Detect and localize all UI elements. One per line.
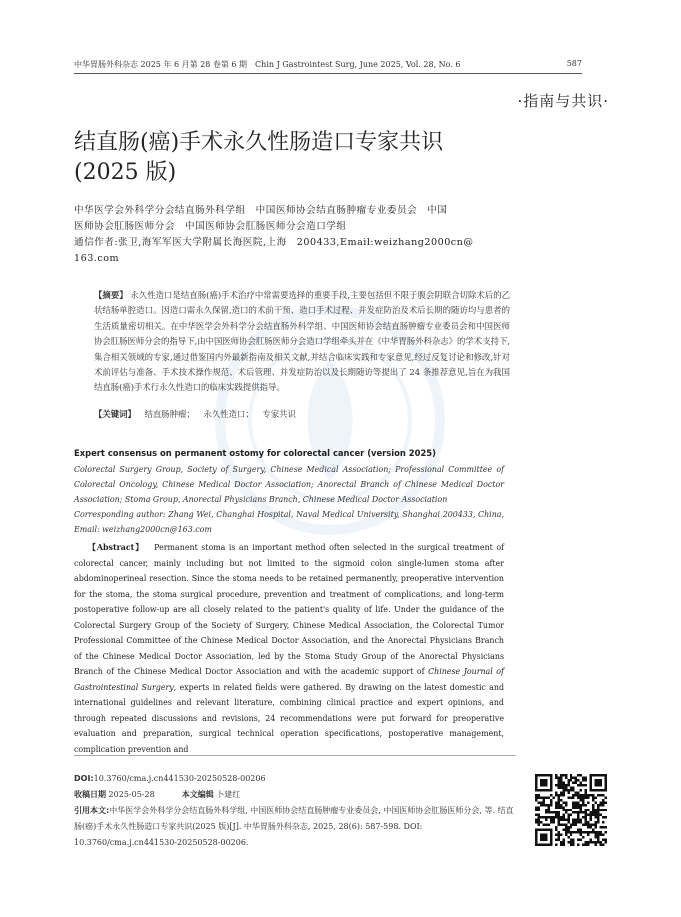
english-abstract-text-1: Permanent stoma is an important method often selected in the surgical treatment of colorectal cancer, mainly including but not limited to the sigmoid colon single-lumen stoma after abdominoperineal resection. Since the stoma needs to be retained permanently, preoperative intervention for the stoma, the stoma surgical procedure, prevention and treatment of complications, and long-term postoperative follow-up are all closely related to the patient's quality of life. Under the guidance of the Colorectal Surgery Group of the Society of Surgery, Chinese Medical Association, the Colorectal Tumor Professional Committee of the Chinese Medical Doctor Association, and the Anorectal Physicians Branch of the Chinese Medical Doctor Association, led by the Stoma Study Group of the Anorectal Physicians Branch of the Chinese Medical Doctor Association and with the academic support of [74, 543, 504, 676]
citation-line [74, 803, 520, 851]
english-abstract-label: 【Abstract】 [88, 543, 145, 552]
abstract-text: 永久性造口是结直肠(癌)手术治疗中常需要选择的重要手段,主要包括但不限于腹会阴联合切除术后的乙状结肠单腔造口。因造口需永久保留,造口的术前干预、造口手术过程、并发症防治及术后长期的随访均与患者的生活质量密切相关。在中华医学会外科学分会结直肠外科学组、中国医师协会结直肠肿瘤专业委员会和中国医师协会肛肠医师分会的指导下,由中国医师协会肛肠医师分会造口学组牵头并在《中华胃肠外科杂志》的学术支持下,集合相关领域的专家,通过借鉴国内外最新指南及相关文献,并结合临床实践和专家意见,经过反复讨论和修改,针对术前评估与准备、手术技术操作规范、术后管理、并发症防治以及长期随访等提出了 24 条推荐意见,旨在为我国结直肠(癌)手术行永久性造口的临床实践提供指导。 [94, 290, 511, 393]
authors-line-2: 医师协会肛肠医师分会 中国医师协会肛肠医师分会造口学组 [74, 221, 347, 232]
editor-label: 本文编辑 [181, 790, 214, 799]
received-editor-line [74, 787, 520, 803]
article-title [74, 128, 594, 188]
keywords-label: 【关键词】 [94, 409, 136, 419]
page-number: 587 [566, 59, 582, 68]
authors-line-1: 中华医学会外科学分会结直肠外科学组 中国医师协会结直肠肿瘤专业委员会 中国 [74, 205, 448, 216]
keywords-chinese [94, 407, 510, 422]
author-block [74, 203, 518, 267]
doi-value[interactable]: 10.3760/cma.j.cn441530-20250528-00206 [93, 774, 266, 783]
citation-text: 中华医学会外科学分会结直肠外科学组, 中国医师协会结直肠肿瘤专业委员会, 中国医师协会肛肠医师分会, 等. 结直肠(癌)手术永久性肠造口专家共识(2025 版)[J]. 中华胃肠外科杂志, 2025, 28(6): 587-598. DOI: 10.3760/cma.j.cn441530-20250528-00206. [74, 806, 514, 847]
corresponding-author-line: 通信作者:张卫,海军军医大学附属长海医院,上海 200433,Email:weizhang2000cn@ [74, 237, 474, 248]
english-abstract-journal-name: Chinese Journal of Gastrointestinal Surgery [74, 667, 504, 692]
abstract-chinese [94, 288, 510, 396]
citation-label: 引用本文: [74, 806, 110, 815]
header-rule [74, 73, 582, 74]
running-header [74, 59, 582, 70]
english-abstract [74, 540, 504, 757]
article-title-line1: 结直肠(癌)手术永久性肠造口专家共识 [74, 130, 444, 155]
english-abstract-section [74, 446, 504, 757]
section-tag: ·指南与共识· [517, 92, 609, 110]
english-abstract-text-2: , experts in related fields were gathered. By drawing on the latest domestic and international guidelines and relevant literature, combining clinical practice and expert opinions, and through repeated discussions and revisions, 24 recommendations were put forward for preoperative evaluation and preparation, surgical technical operation specifications, postoperative management, complication prevention and [74, 682, 504, 754]
english-title: Expert consensus on permanent ostomy for colorectal cancer (version 2025) [74, 448, 436, 458]
english-corresponding-author: Corresponding author: Zhang Wei, Changhai Hospital, Naval Medical University, Shanghai 200433, China, Email: weizhang2000cn@163.com [74, 510, 504, 534]
corresponding-author-email-tail: 163.com [74, 253, 120, 264]
abstract-label: 【摘要】 [94, 290, 128, 300]
footer-rule [74, 755, 516, 756]
received-label: 收稿日期 [74, 790, 106, 799]
english-affiliations: Colorectal Surgery Group, Society of Surgery, Chinese Medical Association; Professional Committee of Colorectal Oncology, Chinese Medical Doctor Association; Anorectal Branch of Chinese Medical Doctor Association; Stoma Group, Anorectal Physicians Branch, Chinese Medical Doctor Association [74, 465, 504, 504]
article-title-line2: (2025 版) [74, 160, 177, 185]
running-header-journal: 中华胃肠外科杂志 2025 年 6 月第 28 卷第 6 期 Chin J Gastrointest Surg, June 2025, Vol. 28, No. 6 [74, 60, 461, 69]
qr-code-icon[interactable] [535, 774, 607, 846]
keyword-item: 永久性造口； [203, 409, 254, 419]
received-date: 2025-05-28 [108, 790, 155, 799]
keyword-item: 结直肠肿瘤； [144, 409, 195, 419]
keyword-item: 专家共识 [262, 409, 296, 419]
editor-name: 卜建红 [216, 790, 241, 799]
article-footer [74, 771, 520, 851]
doi-label: DOI: [74, 774, 94, 783]
doi-line [74, 771, 520, 787]
